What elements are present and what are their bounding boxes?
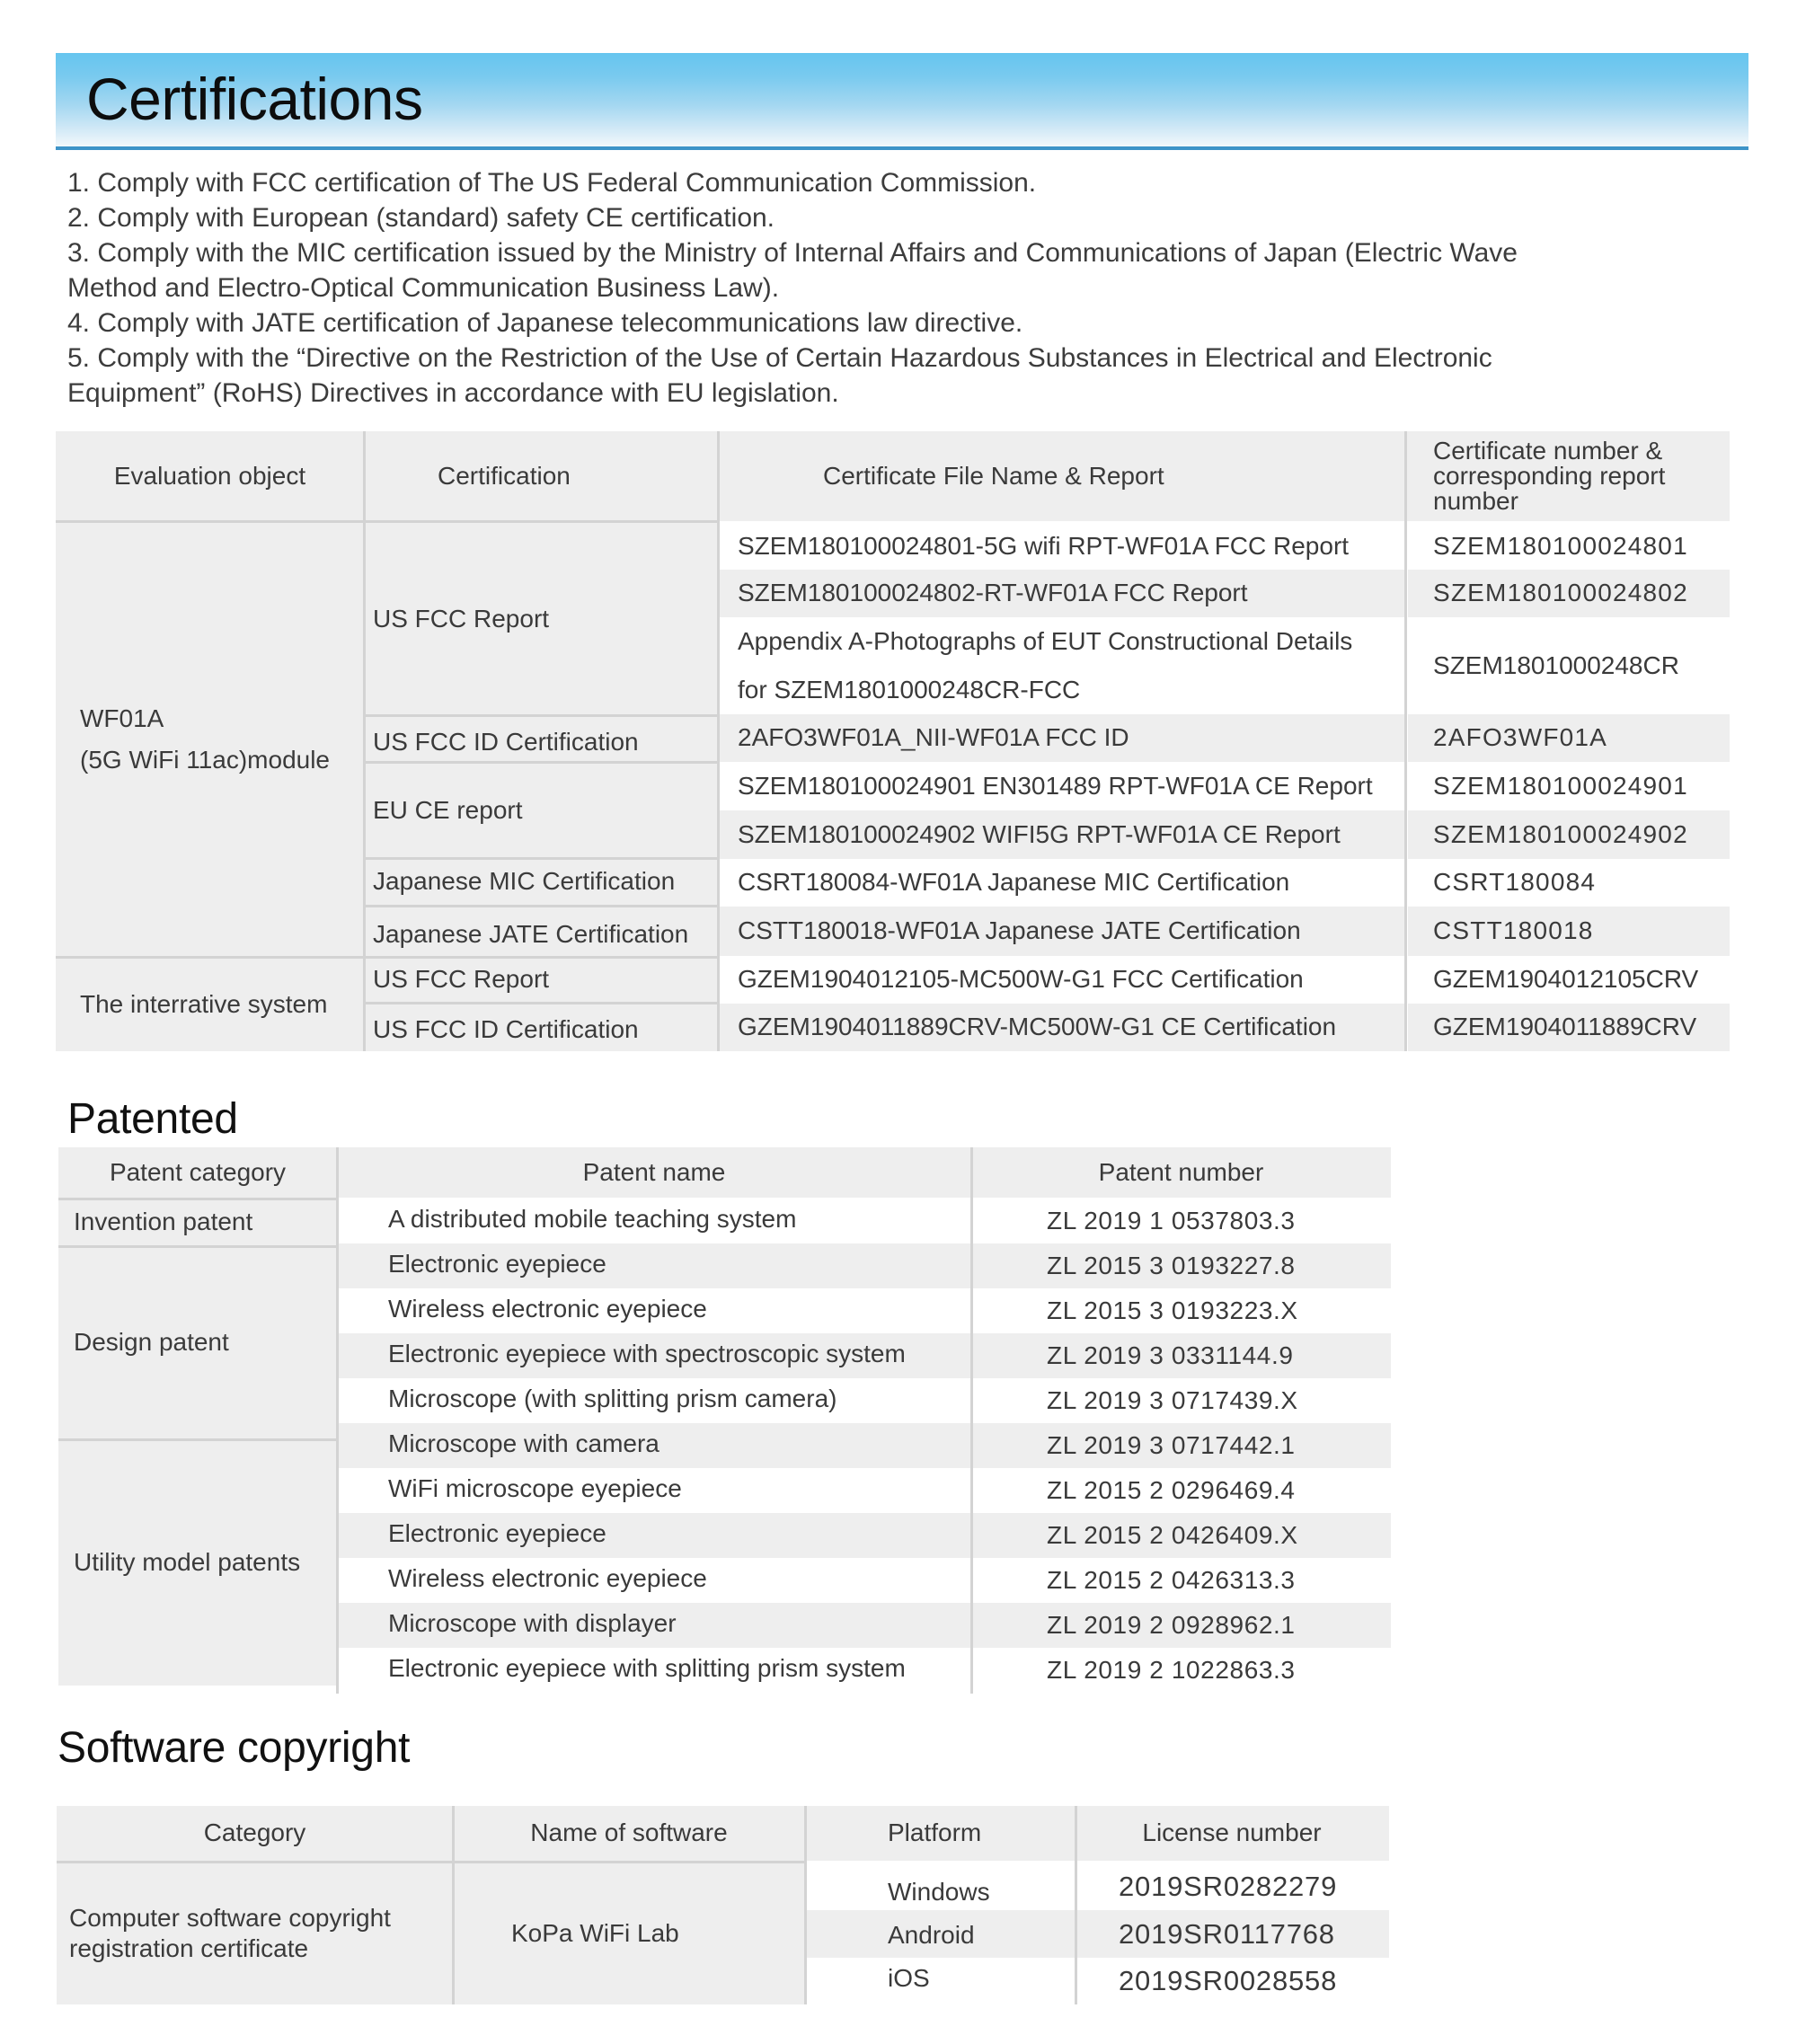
compliance-item: 1. Comply with FCC certification of The US Federal Communication Commission. xyxy=(67,168,1037,198)
patent-number-cell: ZL 2019 3 0717442.1 xyxy=(973,1423,1391,1468)
patent-name-cell: Wireless electronic eyepiece xyxy=(338,1288,972,1333)
patent-number-cell: ZL 2019 3 0717439.X xyxy=(973,1378,1391,1423)
cert-number-cell: SZEM180100024801 xyxy=(1408,523,1730,570)
platform-cell: iOS xyxy=(807,1958,1075,2004)
row-divider xyxy=(364,714,719,717)
file-name-cell: SZEM180100024902 WIFI5G RPT-WF01A CE Report xyxy=(719,810,1405,859)
file-name-cell: 2AFO3WF01A_NII-WF01A FCC ID xyxy=(719,714,1405,762)
header-software-name: Name of software xyxy=(453,1806,805,1861)
patent-number-cell: ZL 2015 3 0193227.8 xyxy=(973,1243,1391,1288)
license-number-cell: 2019SR0282279 xyxy=(1076,1863,1389,1910)
platform-cell: Windows xyxy=(807,1863,1075,1910)
certification-eu-ce-report: EU CE report xyxy=(364,764,719,857)
patent-number-cell: ZL 2019 3 0331144.9 xyxy=(973,1333,1391,1378)
compliance-item: 4. Comply with JATE certification of Japanese telecommunications law directive. xyxy=(67,308,1023,338)
header-patent-name: Patent name xyxy=(337,1147,971,1198)
file-name-cell: SZEM180100024901 EN301489 RPT-WF01A CE Report xyxy=(719,762,1405,810)
software-category-cell xyxy=(57,1863,453,2004)
platform-cell: Android xyxy=(807,1910,1075,1958)
cert-number-cell: GZEM1904011889CRV xyxy=(1408,1004,1730,1051)
compliance-item-continuation: Method and Electro-Optical Communication Business Law). xyxy=(67,273,780,303)
certification-japanese-mic: Japanese MIC Certification xyxy=(364,859,719,905)
patent-name-cell: Microscope (with splitting prism camera) xyxy=(338,1378,972,1423)
patent-name-cell: Electronic eyepiece xyxy=(338,1243,972,1288)
cert-number-cell: SZEM1801000248CR xyxy=(1408,617,1730,714)
patent-name-cell: Wireless electronic eyepiece xyxy=(338,1558,972,1603)
patent-number-cell: ZL 2015 2 0426313.3 xyxy=(973,1558,1391,1603)
compliance-item-continuation: Equipment” (RoHS) Directives in accordance with EU legislation. xyxy=(67,378,839,408)
license-number-cell: 2019SR0117768 xyxy=(1076,1910,1389,1958)
column-divider xyxy=(970,1147,973,1694)
patent-number-cell: ZL 2015 3 0193223.X xyxy=(973,1288,1391,1333)
header-license-number: License number xyxy=(1075,1806,1389,1861)
row-divider xyxy=(56,956,719,959)
cert-number-cell: CSRT180084 xyxy=(1408,859,1730,907)
patent-number-cell: ZL 2015 2 0426409.X xyxy=(973,1513,1391,1558)
patent-name-cell: Microscope with displayer xyxy=(338,1603,972,1648)
compliance-list xyxy=(67,165,1748,411)
certification-us-fcc-id: US FCC ID Certification xyxy=(364,717,719,762)
cert-number-cell: SZEM180100024902 xyxy=(1408,810,1730,859)
category-line: registration certificate xyxy=(69,1934,309,1962)
patent-name-cell: Microscope with camera xyxy=(338,1423,972,1468)
patent-number-cell: ZL 2019 1 0537803.3 xyxy=(973,1199,1391,1243)
object-description: (5G WiFi 11ac)module xyxy=(80,746,331,774)
cert-number-cell: CSTT180018 xyxy=(1408,907,1730,956)
column-divider xyxy=(804,1806,807,2004)
row-divider xyxy=(364,857,719,860)
category-utility-model: Utility model patents xyxy=(58,1440,337,1686)
file-name-line: for SZEM1801000248CR-FCC xyxy=(738,676,1081,703)
software-section-title: Software copyright xyxy=(58,1724,411,1772)
patent-number-cell: ZL 2019 2 0928962.1 xyxy=(973,1603,1391,1648)
software-name-cell: KoPa WiFi Lab xyxy=(453,1863,805,2004)
certification-us-fcc-report-2: US FCC Report xyxy=(364,958,719,1002)
patent-name-cell: Electronic eyepiece with splitting prism system xyxy=(338,1648,972,1693)
patent-number-cell: ZL 2019 2 1022863.3 xyxy=(973,1648,1391,1693)
header-evaluation-object: Evaluation object xyxy=(56,431,364,521)
category-line: Computer software copyright xyxy=(69,1904,391,1932)
patent-name-cell: WiFi microscope eyepiece xyxy=(338,1468,972,1513)
patents-section-title: Patented xyxy=(67,1095,238,1143)
row-divider xyxy=(58,1438,337,1441)
evaluation-object-interrative-system: The interrative system xyxy=(56,958,364,1051)
row-divider xyxy=(56,520,719,523)
patent-name-cell: Electronic eyepiece xyxy=(338,1513,972,1558)
file-name-cell xyxy=(719,617,1405,714)
file-name-cell: GZEM1904011889CRV-MC500W-G1 CE Certification xyxy=(719,1004,1405,1051)
header-patent-number: Patent number xyxy=(971,1147,1391,1198)
file-name-cell: GZEM1904012105-MC500W-G1 FCC Certification xyxy=(719,956,1405,1004)
file-name-cell: CSTT180018-WF01A Japanese JATE Certification xyxy=(719,907,1405,956)
column-divider xyxy=(336,1147,339,1694)
cert-number-cell: GZEM1904012105CRV xyxy=(1408,956,1730,1004)
compliance-item: 2. Comply with European (standard) safety CE certification. xyxy=(67,203,775,233)
patent-name-cell: A distributed mobile teaching system xyxy=(338,1199,972,1243)
patent-name-cell: Electronic eyepiece with spectroscopic system xyxy=(338,1333,972,1378)
header-certification: Certification xyxy=(364,431,719,521)
row-divider xyxy=(364,905,719,907)
header-platform: Platform xyxy=(805,1806,1075,1861)
object-name: WF01A xyxy=(80,704,164,732)
row-divider xyxy=(58,1245,337,1248)
header-category: Category xyxy=(57,1806,453,1861)
header-file-name: Certificate File Name & Report xyxy=(719,431,1405,521)
header-underline xyxy=(56,146,1748,150)
certification-us-fcc-id-2: US FCC ID Certification xyxy=(364,1004,719,1051)
file-name-cell: SZEM180100024802-RT-WF01A FCC Report xyxy=(719,570,1405,617)
category-invention-patent: Invention patent xyxy=(58,1199,337,1245)
license-number-cell: 2019SR0028558 xyxy=(1076,1958,1389,2004)
compliance-item: 3. Comply with the MIC certification issued by the Ministry of Internal Affairs and Communications of Japan (Electric Wave xyxy=(67,238,1518,268)
file-name-line: Appendix A-Photographs of EUT Constructional Details xyxy=(738,627,1353,655)
column-divider xyxy=(1404,431,1407,1051)
file-name-cell: SZEM180100024801-5G wifi RPT-WF01A FCC Report xyxy=(719,523,1405,570)
row-divider xyxy=(364,761,719,764)
cert-number-cell: 2AFO3WF01A xyxy=(1408,714,1730,762)
cert-number-cell: SZEM180100024901 xyxy=(1408,762,1730,810)
header-cert-number: Certificate number & corresponding report number xyxy=(1405,431,1730,521)
header-patent-category: Patent category xyxy=(58,1147,337,1198)
evaluation-object-wf01a xyxy=(56,523,364,956)
row-divider xyxy=(364,1002,719,1004)
page-title: Certifications xyxy=(86,66,423,132)
file-name-cell: CSRT180084-WF01A Japanese MIC Certification xyxy=(719,859,1405,907)
certification-us-fcc-report: US FCC Report xyxy=(364,523,719,715)
cert-number-cell: SZEM180100024802 xyxy=(1408,570,1730,617)
column-divider xyxy=(452,1806,455,2004)
certification-japanese-jate: Japanese JATE Certification xyxy=(364,907,719,956)
category-design-patent: Design patent xyxy=(58,1247,337,1438)
row-divider xyxy=(58,1198,337,1200)
compliance-item: 5. Comply with the “Directive on the Restriction of the Use of Certain Hazardous Substances in Electrical and Electronic xyxy=(67,343,1492,373)
column-divider xyxy=(1075,1806,1077,2004)
patent-number-cell: ZL 2015 2 0296469.4 xyxy=(973,1468,1391,1513)
row-divider xyxy=(57,1861,805,1863)
